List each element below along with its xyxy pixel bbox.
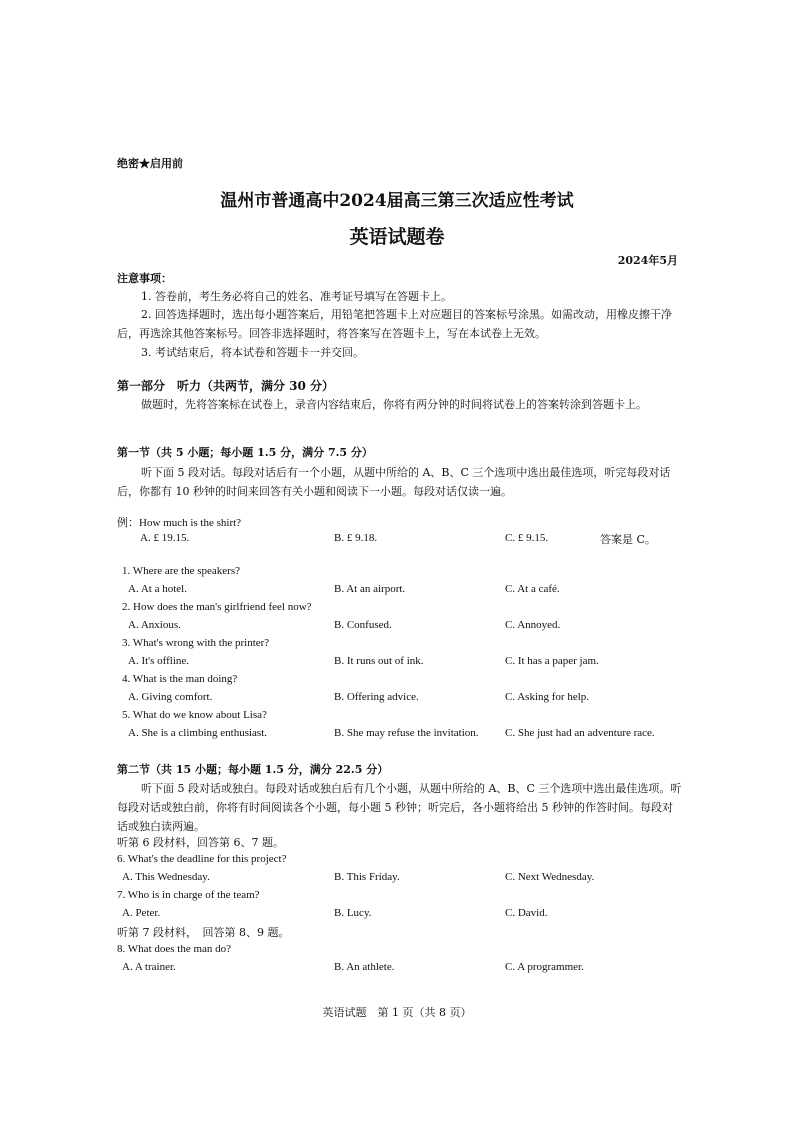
question-2: 2. How does the man's girlfriend feel now? bbox=[122, 601, 312, 613]
q3-option-b: B. It runs out of ink. bbox=[334, 655, 424, 667]
exam-subtitle: 英语试题卷 bbox=[349, 226, 445, 248]
question-8: 8. What does the man do? bbox=[117, 943, 232, 955]
question-3: 3. What's wrong with the printer? bbox=[122, 637, 270, 649]
question-7: 7. Who is in charge of the team? bbox=[117, 889, 260, 901]
q8-option-b: B. An athlete. bbox=[334, 961, 395, 973]
section1-heading: 第一节（共 5 小题；每小题 1.5 分，满分 7.5 分） bbox=[117, 446, 373, 459]
note-item-2: 2. 回答选择题时，选出每小题答案后，用铅笔把答题卡上对应题目的答案标号涂黑。如需改动，用橡皮擦干净后，再选涂其他答案标号。回答非选择题时，将答案写在答题卡上，写在本试卷上无效。 bbox=[117, 308, 672, 340]
q4-option-a: A. Giving comfort. bbox=[128, 691, 213, 703]
part1-heading: 第一部分 听力（共两节，满分 30 分） bbox=[117, 379, 335, 393]
note-item-1: 1. 答卷前，考生务必将自己的姓名、准考证号填写在答题卡上。 bbox=[141, 290, 452, 303]
question-6: 6. What's the deadline for this project? bbox=[117, 853, 287, 865]
q5-option-c: C. She just had an adventure race. bbox=[505, 727, 655, 739]
example-answer: 答案是 C。 bbox=[600, 533, 656, 546]
q7-option-a: A. Peter. bbox=[122, 907, 161, 919]
example-option-c: C. £ 9.15. bbox=[505, 532, 549, 544]
section2-intro: 听下面 5 段对话或独白。每段对话或独白后有几个小题，从题中所给的 A、B、C 三个选项中选出最佳选项。听每段对话或独白前，你将有时间阅读各个小题，每小题 5 秒钟；听完后，各小题将给出 5 秒钟的作答时间。每段对话或独白读两遍。 bbox=[117, 782, 682, 833]
question-4: 4. What is the man doing? bbox=[122, 673, 238, 685]
note-item-3: 3. 考试结束后，将本试卷和答题卡一并交回。 bbox=[141, 346, 364, 359]
example-option-b: B. £ 9.18. bbox=[334, 532, 378, 544]
q1-option-b: B. At an airport. bbox=[334, 583, 406, 595]
part1-intro: 做题时，先将答案标在试卷上，录音内容结束后，你将有两分钟的时间将试卷上的答案转涂到答题卡上。 bbox=[141, 398, 647, 411]
q7-option-b: B. Lucy. bbox=[334, 907, 372, 919]
q5-option-b: B. She may refuse the invitation. bbox=[334, 727, 479, 739]
section2-heading: 第二节（共 15 小题；每小题 1.5 分，满分 22.5 分） bbox=[117, 763, 389, 776]
q8-option-c: C. A programmer. bbox=[505, 961, 584, 973]
q1-option-c: C. At a café. bbox=[505, 583, 560, 595]
page-footer: 英语试题 第 1 页（共 8 页） bbox=[322, 1006, 472, 1019]
q8-option-a: A. A trainer. bbox=[122, 961, 176, 973]
section1-intro: 听下面 5 段对话。每段对话后有一个小题，从题中所给的 A、B、C 三个选项中选出最佳选项，听完每段对话后，你都有 10 秒钟的时间来回答有关小题和阅读下一小题。每段对话仅读一遍。 bbox=[117, 466, 671, 498]
q4-option-b: B. Offering advice. bbox=[334, 691, 419, 703]
question-5: 5. What do we know about Lisa? bbox=[122, 709, 267, 721]
material-7-note: 听第 7 段材料， 回答第 8、9 题。 bbox=[117, 926, 290, 939]
example-option-a: A. £ 19.15. bbox=[140, 532, 190, 544]
q6-option-c: C. Next Wednesday. bbox=[505, 871, 595, 883]
q4-option-c: C. Asking for help. bbox=[505, 691, 590, 703]
material-6-note: 听第 6 段材料，回答第 6、7 题。 bbox=[117, 836, 284, 849]
q3-option-c: C. It has a paper jam. bbox=[505, 655, 599, 667]
example-question: 例：How much is the shirt? bbox=[117, 517, 242, 529]
q3-option-a: A. It's offline. bbox=[128, 655, 190, 667]
q6-option-b: B. This Friday. bbox=[334, 871, 400, 883]
q7-option-c: C. David. bbox=[505, 907, 548, 919]
confidential-label: 绝密★启用前 bbox=[117, 157, 183, 170]
q1-option-a: A. At a hotel. bbox=[128, 583, 187, 595]
q2-option-c: C. Annoyed. bbox=[505, 619, 561, 631]
q5-option-a: A. She is a climbing enthusiast. bbox=[128, 727, 268, 739]
exam-date: 2024年5月 bbox=[617, 254, 678, 267]
question-1: 1. Where are the speakers? bbox=[122, 565, 240, 577]
q6-option-a: A. This Wednesday. bbox=[122, 871, 210, 883]
notes-heading: 注意事项： bbox=[117, 272, 172, 285]
q2-option-b: B. Confused. bbox=[334, 619, 392, 631]
exam-title: 温州市普通高中2024届高三第三次适应性考试 bbox=[220, 191, 574, 211]
q2-option-a: A. Anxious. bbox=[128, 619, 181, 631]
